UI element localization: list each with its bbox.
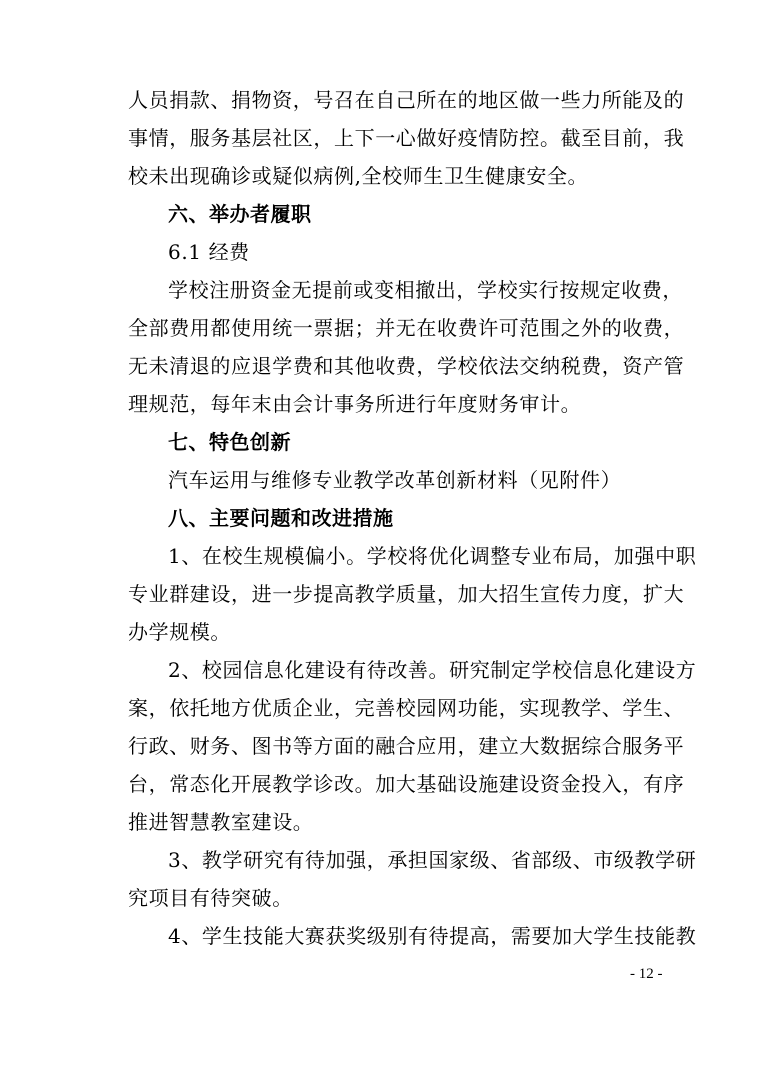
body-text-line: 事情，服务基层社区，上下一心做好疫情防控。截至目前，我 [128,126,685,150]
body-text-line: 理规范，每年末由会计事务所进行年度财务审计。 [128,392,582,416]
section-heading-7: 七、特色创新 [168,430,291,454]
body-text-line: 台，常态化开展教学诊改。加大基础设施建设资金投入，有序 [128,772,685,796]
body-text-line: 学校注册资金无提前或变相撤出，学校实行按规定收费， [168,278,683,302]
body-text-line: 无未清退的应退学费和其他收费，学校依法交纳税费，资产管 [128,354,685,378]
body-text-line: 4、学生技能大赛获奖级别有待提高，需要加大学生技能教 [168,924,697,948]
body-text-line: 办学规模。 [128,620,231,644]
body-text-line: 2、校园信息化建设有待改善。研究制定学校信息化建设方 [168,658,697,682]
body-text-line: 3、教学研究有待加强，承担国家级、省部级、市级教学研 [168,848,697,872]
subsection-heading-6-1: 6.1 经费 [168,240,250,264]
page-number: - 12 - [630,966,663,982]
body-text-line: 人员捐款、捐物资，号召在自己所在的地区做一些力所能及的 [128,88,685,112]
section-heading-8: 八、主要问题和改进措施 [168,506,394,530]
section-heading-6: 六、举办者履职 [168,202,312,226]
body-text-line: 案，依托地方优质企业，完善校园网功能，实现教学、学生、 [128,696,685,720]
body-text-line: 究项目有待突破。 [128,886,293,910]
body-text-line: 专业群建设，进一步提高教学质量，加大招生宣传力度，扩大 [128,582,685,606]
body-text-line: 全部费用都使用统一票据；并无在收费许可范围之外的收费， [128,316,685,340]
body-text-line: 推进智慧教室建设。 [128,810,314,834]
body-text-line: 汽车运用与维修专业教学改革创新材料（见附件） [168,468,622,492]
body-text-line: 1、在校生规模偏小。学校将优化调整专业布局，加强中职 [168,544,697,568]
body-text-line: 校未出现确诊或疑似病例,全校师生卫生健康安全。 [128,164,589,188]
body-text-line: 行政、财务、图书等方面的融合应用，建立大数据综合服务平 [128,734,685,758]
